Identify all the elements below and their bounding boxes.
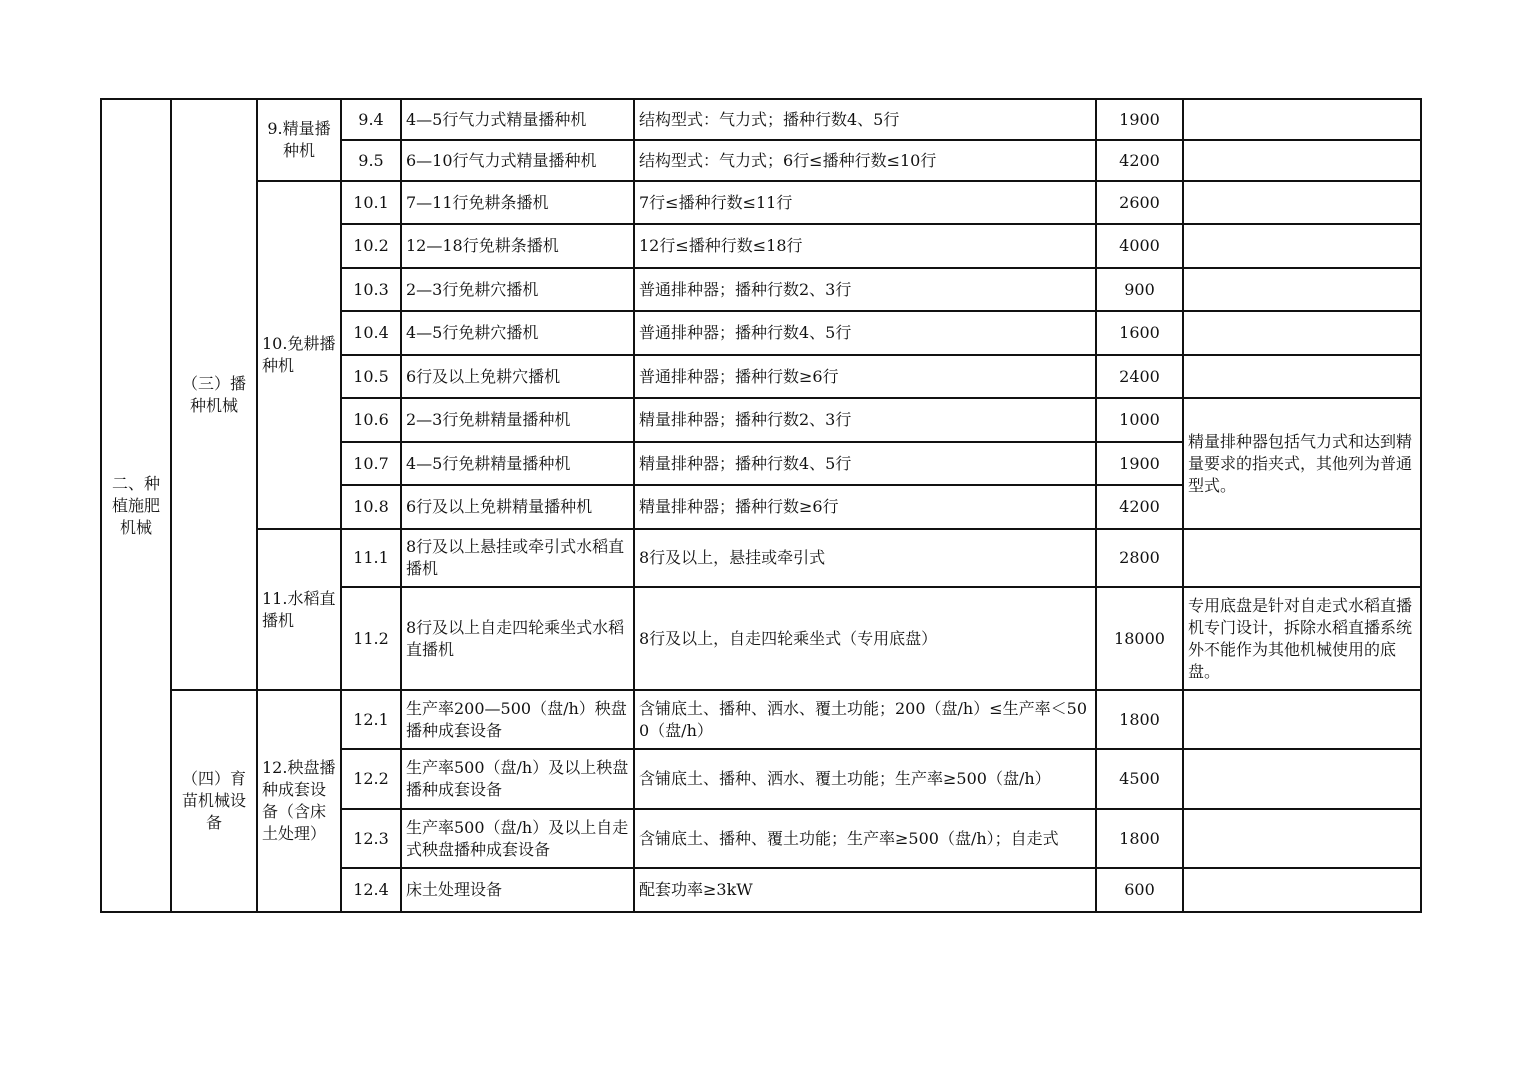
- spec-cell: 配套功率≥3kW: [634, 868, 1096, 912]
- note-cell-precision-metering: 精量排种器包括气力式和达到精量要求的指夹式，其他列为普通型式。: [1183, 398, 1421, 529]
- code-cell: 9.4: [341, 99, 401, 140]
- name-cell: 8行及以上悬挂或牵引式水稻直播机: [401, 529, 634, 587]
- item-cell-notill: 10.免耕播种机: [257, 181, 341, 529]
- table-row: [101, 690, 1421, 749]
- spec-cell: 精量排种器；播种行数4、5行: [634, 442, 1096, 485]
- amount-cell: 1600: [1096, 311, 1183, 355]
- name-cell: 4—5行免耕精量播种机: [401, 442, 634, 485]
- category-cell: 二、种植施肥机械: [101, 99, 171, 912]
- note-cell: [1183, 690, 1421, 749]
- note-cell: [1183, 140, 1421, 181]
- name-cell: 2—3行免耕精量播种机: [401, 398, 634, 442]
- code-cell: 11.1: [341, 529, 401, 587]
- item-cell-rice: 11.水稻直播机: [257, 529, 341, 690]
- amount-cell: 2800: [1096, 529, 1183, 587]
- amount-cell: 4500: [1096, 749, 1183, 809]
- name-cell: 2—3行免耕穴播机: [401, 268, 634, 311]
- group-cell-seedling: （四）育苗机械设备: [171, 690, 257, 912]
- note-cell: [1183, 355, 1421, 398]
- item-cell-precision: 9.精量播种机: [257, 99, 341, 181]
- spec-cell: 普通排种器；播种行数≥6行: [634, 355, 1096, 398]
- amount-cell: 1800: [1096, 809, 1183, 868]
- spec-cell: 普通排种器；播种行数4、5行: [634, 311, 1096, 355]
- amount-cell: 2600: [1096, 181, 1183, 224]
- code-cell: 12.4: [341, 868, 401, 912]
- code-cell: 9.5: [341, 140, 401, 181]
- code-cell: 10.5: [341, 355, 401, 398]
- spec-cell: 含铺底土、播种、洒水、覆土功能；200（盘/h）≤生产率＜500（盘/h）: [634, 690, 1096, 749]
- note-cell-special-chassis: 专用底盘是针对自走式水稻直播机专门设计，拆除水稻直播系统外不能作为其他机械使用的底盘。: [1183, 587, 1421, 690]
- name-cell: 床土处理设备: [401, 868, 634, 912]
- amount-cell: 4200: [1096, 485, 1183, 529]
- note-cell: [1183, 868, 1421, 912]
- amount-cell: 1800: [1096, 690, 1183, 749]
- amount-cell: 2400: [1096, 355, 1183, 398]
- spec-cell: 7行≤播种行数≤11行: [634, 181, 1096, 224]
- note-cell: [1183, 181, 1421, 224]
- note-cell: [1183, 268, 1421, 311]
- code-cell: 10.8: [341, 485, 401, 529]
- name-cell: 7—11行免耕条播机: [401, 181, 634, 224]
- name-cell: 生产率500（盘/h）及以上自走式秧盘播种成套设备: [401, 809, 634, 868]
- subsidy-table: [100, 98, 1422, 913]
- amount-cell: 18000: [1096, 587, 1183, 690]
- spec-cell: 结构型式：气力式；6行≤播种行数≤10行: [634, 140, 1096, 181]
- amount-cell: 900: [1096, 268, 1183, 311]
- name-cell: 6—10行气力式精量播种机: [401, 140, 634, 181]
- name-cell: 4—5行免耕穴播机: [401, 311, 634, 355]
- group-cell-sowing: （三）播种机械: [171, 99, 257, 690]
- code-cell: 11.2: [341, 587, 401, 690]
- name-cell: 4—5行气力式精量播种机: [401, 99, 634, 140]
- note-cell: [1183, 311, 1421, 355]
- name-cell: 生产率500（盘/h）及以上秧盘播种成套设备: [401, 749, 634, 809]
- amount-cell: 4200: [1096, 140, 1183, 181]
- spec-cell: 普通排种器；播种行数2、3行: [634, 268, 1096, 311]
- amount-cell: 600: [1096, 868, 1183, 912]
- spec-cell: 精量排种器；播种行数≥6行: [634, 485, 1096, 529]
- code-cell: 10.3: [341, 268, 401, 311]
- spec-cell: 精量排种器；播种行数2、3行: [634, 398, 1096, 442]
- name-cell: 8行及以上自走四轮乘坐式水稻直播机: [401, 587, 634, 690]
- item-cell-tray: 12.秧盘播种成套设备（含床土处理）: [257, 690, 341, 912]
- code-cell: 12.3: [341, 809, 401, 868]
- table-row: [101, 529, 1421, 587]
- name-cell: 12—18行免耕条播机: [401, 224, 634, 268]
- table-row: [101, 181, 1421, 224]
- code-cell: 10.6: [341, 398, 401, 442]
- amount-cell: 4000: [1096, 224, 1183, 268]
- code-cell: 12.1: [341, 690, 401, 749]
- name-cell: 6行及以上免耕精量播种机: [401, 485, 634, 529]
- code-cell: 12.2: [341, 749, 401, 809]
- spec-cell: 12行≤播种行数≤18行: [634, 224, 1096, 268]
- spec-cell: 含铺底土、播种、覆土功能；生产率≥500（盘/h）；自走式: [634, 809, 1096, 868]
- note-cell: [1183, 529, 1421, 587]
- code-cell: 10.2: [341, 224, 401, 268]
- note-cell: [1183, 224, 1421, 268]
- spec-cell: 结构型式：气力式；播种行数4、5行: [634, 99, 1096, 140]
- note-cell: [1183, 749, 1421, 809]
- spec-cell: 8行及以上，自走四轮乘坐式（专用底盘）: [634, 587, 1096, 690]
- code-cell: 10.1: [341, 181, 401, 224]
- amount-cell: 1900: [1096, 99, 1183, 140]
- note-cell: [1183, 809, 1421, 868]
- name-cell: 6行及以上免耕穴播机: [401, 355, 634, 398]
- table-row: [101, 99, 1421, 140]
- amount-cell: 1000: [1096, 398, 1183, 442]
- amount-cell: 1900: [1096, 442, 1183, 485]
- code-cell: 10.7: [341, 442, 401, 485]
- note-cell: [1183, 99, 1421, 140]
- spec-cell: 含铺底土、播种、洒水、覆土功能；生产率≥500（盘/h）: [634, 749, 1096, 809]
- code-cell: 10.4: [341, 311, 401, 355]
- spec-cell: 8行及以上，悬挂或牵引式: [634, 529, 1096, 587]
- name-cell: 生产率200—500（盘/h）秧盘播种成套设备: [401, 690, 634, 749]
